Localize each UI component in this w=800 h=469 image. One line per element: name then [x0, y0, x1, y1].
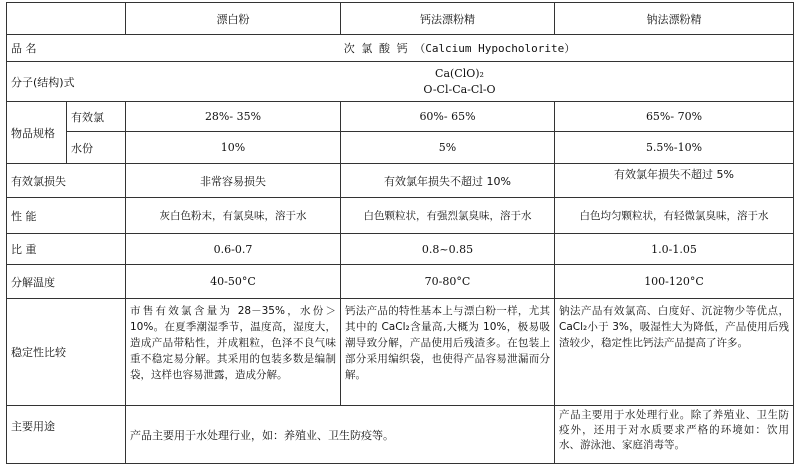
formula-line-2: O-Cl-Ca-Cl-O [423, 82, 496, 96]
performance-calcium-process: 白色颗粒状，有强烈氯臭味，溶于水 [363, 210, 532, 222]
label-decomposition-temp: 分解温度 [11, 275, 55, 289]
label-chlorine-loss: 有效氯损失 [11, 174, 66, 188]
header-bleaching-powder: 漂白粉 [216, 12, 250, 26]
moisture-sodium-process: 5.5%-10% [645, 141, 703, 154]
chlorine-bleaching-powder: 28%- 35% [204, 110, 262, 123]
chlorine-calcium-process: 60%- 65% [419, 110, 476, 123]
loss-sodium-process: 有效氯年损失不超过 5% [614, 168, 734, 181]
stability-calcium-process: 钙法产品的特性基本上与漂白粉一样，尤其其中的 CaCl₂含量高,大概为 10%，极易吸潮导致分解，产品使用后残渣多。在包装上部分采用编织袋，也使得产品容易泄漏而分解。 [345, 305, 550, 381]
gravity-sodium-process: 1.0-1.05 [651, 242, 697, 256]
formula-line-1: Ca(ClO)₂ [435, 66, 484, 80]
chlorine-sodium-process: 65%- 70% [645, 110, 703, 123]
label-main-usage: 主要用途 [11, 420, 55, 433]
gravity-calcium-process: 0.8~0.85 [421, 242, 474, 256]
loss-calcium-process: 有效氯年损失不超过 10% [384, 174, 511, 188]
loss-bleaching-powder: 非常容易损失 [200, 174, 266, 188]
header-calcium-process: 钙法漂粉精 [420, 12, 475, 26]
usage-bleaching-calcium: 产品主要用于水处理行业，如：养殖业、卫生防疫等。 [130, 429, 394, 442]
performance-bleaching-powder: 灰白色粉末，有氯臭味，溶于水 [159, 210, 307, 222]
label-stability: 稳定性比较 [11, 346, 66, 359]
label-moisture: 水份 [71, 141, 93, 155]
stability-sodium-process: 钠法产品有效氯高、白度好、沉淀物少等优点，CaCl₂小于 3%，吸湿性大为降低，产品使用后残渣较少，稳定性比钙法产品提高了许多。 [559, 305, 789, 349]
decomp-calcium-process: 70-80°C [424, 275, 471, 288]
label-performance: 性 能 [11, 209, 37, 223]
label-formula: 分子(结构)式 [11, 75, 75, 89]
moisture-bleaching-powder: 10% [220, 141, 246, 154]
label-specification: 物品规格 [11, 126, 55, 140]
product-name-value: 次 氯 酸 钙 （Calcium Hypocholorite） [343, 42, 576, 55]
formula-value [126, 62, 793, 101]
moisture-calcium-process: 5% [438, 141, 457, 154]
label-available-chlorine: 有效氯 [71, 110, 104, 124]
performance-sodium-process: 白色均匀颗粒状，有轻微氯臭味，溶于水 [579, 210, 769, 222]
gravity-bleaching-powder: 0.6-0.7 [213, 242, 253, 256]
usage-sodium-process: 产品主要用于水处理行业。除了养殖业、卫生防疫外，还用于对水质要求严格的环境如：饮用水、游泳池、家庭消毒等。 [559, 409, 789, 451]
label-specific-gravity: 比 重 [11, 243, 37, 256]
decomp-sodium-process: 100-120°C [644, 275, 704, 288]
label-product-name: 品 名 [11, 42, 37, 55]
header-sodium-process: 钠法漂粉精 [646, 12, 702, 26]
stability-bleaching-powder: 市售有效氯含量为 28－35%，水份＞10%。在夏季潮湿季节，温度高，湿度大，造成产品带粘性，并成粗粒，色泽不良气味重不稳定易分解。其采用的包装多数是编制袋，这样也容易泄露，造成分解。 [130, 305, 336, 381]
decomp-bleaching-powder: 40-50°C [210, 275, 256, 288]
